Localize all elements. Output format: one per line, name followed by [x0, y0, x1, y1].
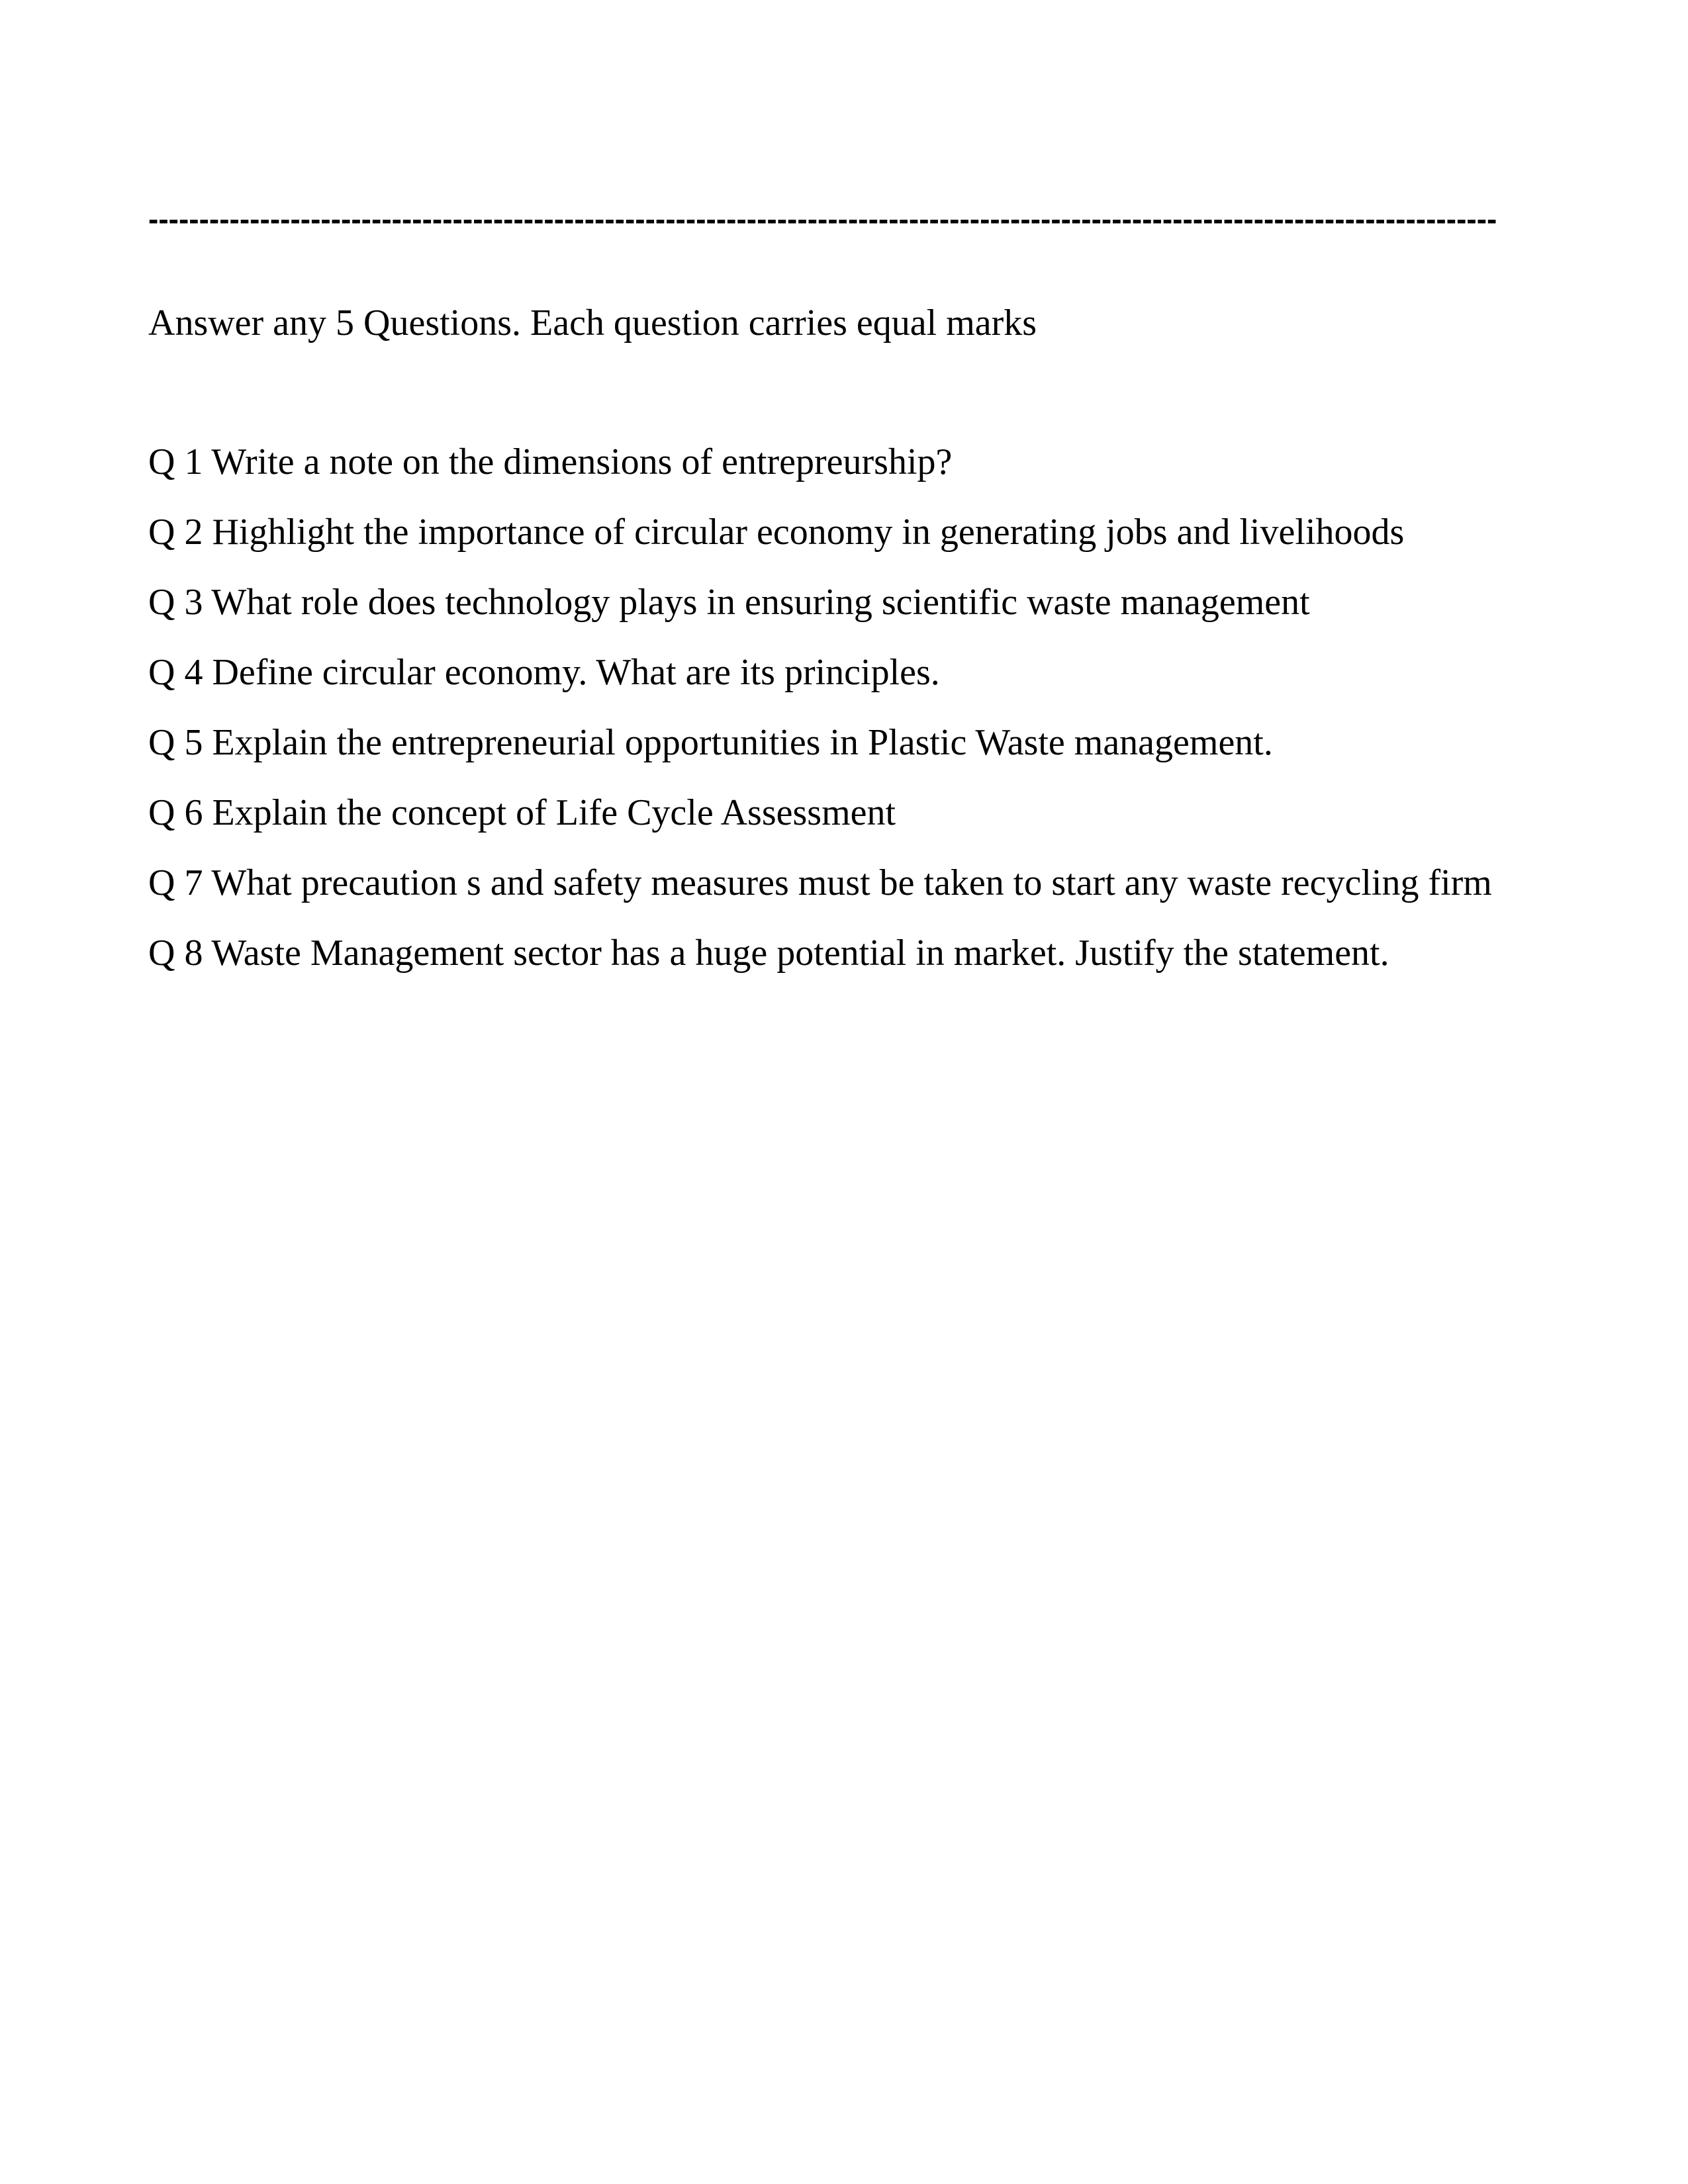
question-7: Q 7 What precaution s and safety measures must be taken to start any waste recycling firm — [148, 862, 1492, 903]
dashed-rule: ------------------------------------------------------------------------------------------------------------------------------------- — [148, 202, 1497, 236]
question-list — [148, 438, 1552, 999]
exam-instructions: Answer any 5 Questions. Each question carries equal marks — [148, 302, 1037, 343]
question-1: Q 1 Write a note on the dimensions of entrepreurship? — [148, 441, 953, 482]
question-3: Q 3 What role does technology plays in ensuring scientific waste management — [148, 582, 1310, 623]
question-8: Q 8 Waste Management sector has a huge potential in market. Justify the statement. — [148, 933, 1389, 974]
question-4: Q 4 Define circular economy. What are its principles. — [148, 652, 940, 693]
question-2: Q 2 Highlight the importance of circular economy in generating jobs and livelihoods — [148, 512, 1405, 553]
question-6: Q 6 Explain the concept of Life Cycle Assessment — [148, 792, 896, 833]
question-5: Q 5 Explain the entrepreneurial opportunities in Plastic Waste management. — [148, 722, 1273, 763]
